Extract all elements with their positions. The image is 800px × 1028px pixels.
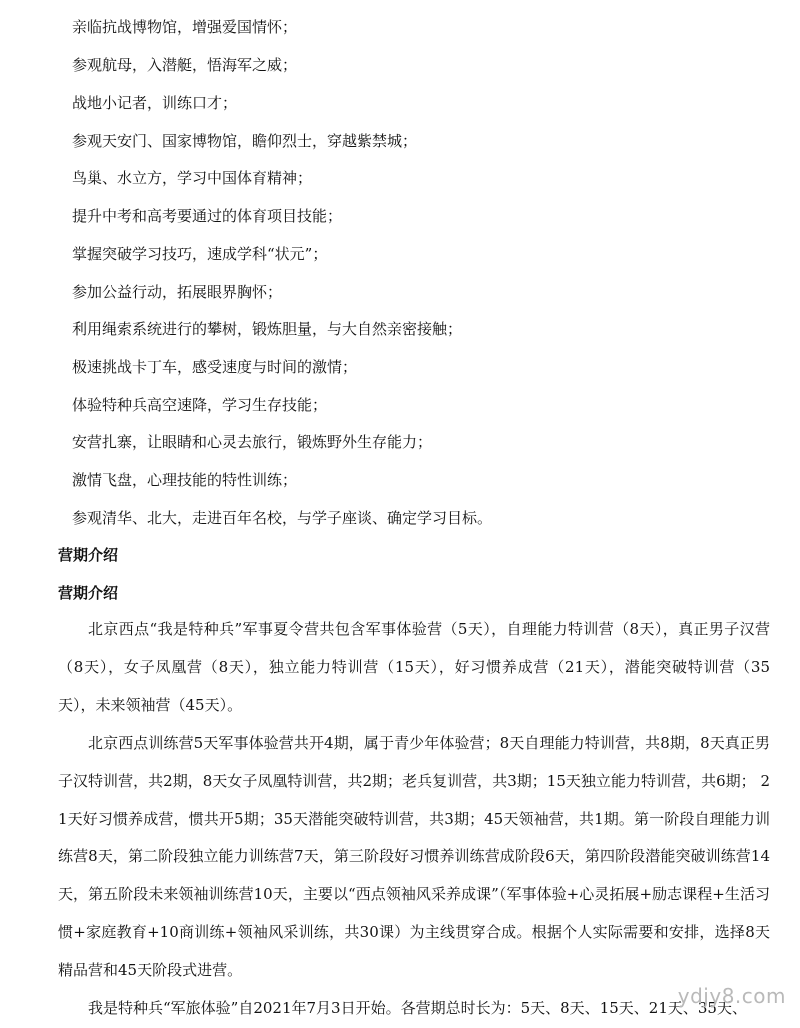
- body-paragraph: 北京西点“我是特种兵”军事夏令营共包含军事体验营（5天），自理能力特训营（8天），真正男子汉营（8天），女子凤凰营（8天），独立能力特训营（15天），好习惯养成营（21天），潜能突破特训营（35天），未来领袖营（45天）。: [58, 620, 770, 714]
- activity-item: 激情飞盘，心理技能的特性训练；: [72, 471, 298, 489]
- activity-item: 提升中考和高考要通过的体育项目技能；: [72, 207, 343, 225]
- site-watermark: ydjy8.com: [677, 984, 786, 1008]
- activity-item: 参观航母，入潜艇，悟海军之威；: [72, 56, 298, 74]
- body-paragraph: 北京西点训练营5天军事体验营共开4期，属于青少年体验营；8天自理能力特训营，共8期，8天真正男子汉特训营，共2期，8天女子凤凰特训营，共2期；老兵复训营，共3期；15天独立能力特训营，共6期； 21天好习惯养成营，惯共开5期；35天潜能突破特训营，共3期；45天领袖营，共1期。第一阶段自理能力训练营8天，第二阶段独立能力训练营7天，第三阶段好习惯养训练营成阶段6天，第四阶段潜能突破训练营14天，第五阶段未来领袖训练营10天，主要以“西点领袖风采养成课”（军事体验+心灵拓展+励志课程+生活习惯+家庭教育+10商训练+领袖风采训练，共30课）为主线贯穿合成。根据个人实际需要和安排，选择8天精品营和45天阶段式进营。: [58, 734, 770, 979]
- activity-item: 亲临抗战博物馆，增强爱国情怀；: [72, 18, 298, 36]
- activity-item: 体验特种兵高空速降，学习生存技能；: [72, 396, 328, 414]
- activity-item: 安营扎寨，让眼睛和心灵去旅行，锻炼野外生存能力；: [72, 433, 433, 451]
- activity-item: 战地小记者，训练口才；: [72, 94, 238, 112]
- activity-item: 掌握突破学习技巧，速成学科“状元”；: [72, 245, 328, 263]
- body-paragraph: 我是特种兵“军旅体验”自2021年7月3日开始。各营期总时长为：5天、8天、15天、21天、35天、: [88, 999, 747, 1017]
- activity-item: 极速挑战卡丁车，感受速度与时间的激情；: [72, 358, 358, 376]
- activity-item: 鸟巢、水立方，学习中国体育精神；: [72, 169, 313, 187]
- activity-item: 参加公益行动，拓展眼界胸怀；: [72, 283, 283, 301]
- activity-item: 参观天安门、国家博物馆，瞻仰烈士，穿越紫禁城；: [72, 132, 418, 150]
- section-heading: 营期介绍: [58, 546, 119, 564]
- activity-item: 利用绳索系统进行的攀树，锻炼胆量，与大自然亲密接触；: [72, 320, 463, 338]
- section-heading: 营期介绍: [58, 584, 119, 602]
- activity-item: 参观清华、北大，走进百年名校，与学子座谈、确定学习目标。: [72, 509, 493, 527]
